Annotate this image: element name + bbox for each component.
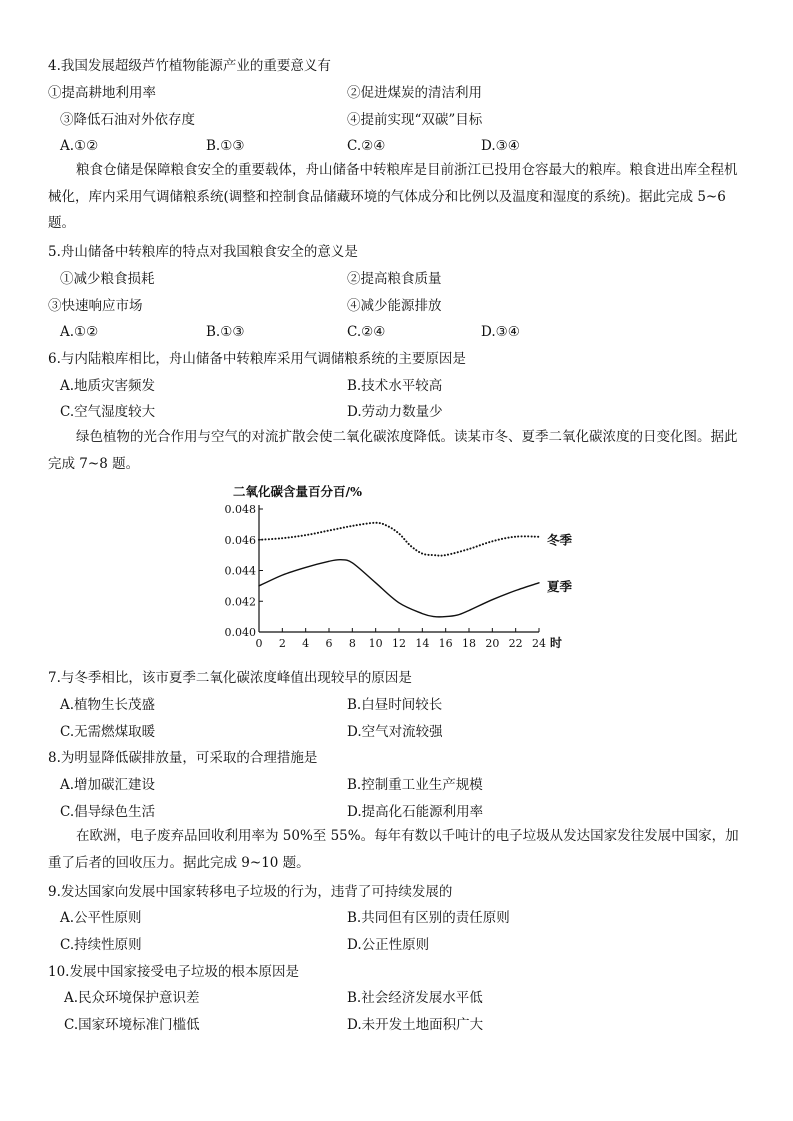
q6-stem: 6.与内陆粮库相比，舟山储备中转粮库采用气调储粮系统的主要原因是	[48, 351, 466, 367]
passage-e-waste: 在欧洲，电子废弃品回收利用率为 50%至 55%。每年有数以千吨计的电子垃圾从发达国家发往发展中国家，加重了后者的回收压力。据此完成 9~10 题。	[48, 828, 739, 871]
y-tick-label: 0.042	[224, 595, 256, 609]
q5-option-d: D.③④	[481, 324, 520, 340]
q7-option-b: B.白昼时间较长	[347, 697, 443, 713]
passage-co2: 绿色植物的光合作用与空气的对流扩散会使二氧化碳浓度降低。读某市冬、夏季二氧化碳浓度的日变化图。据此完成 7~8 题。	[48, 429, 738, 472]
q8-option-c: C.倡导绿色生活	[60, 804, 156, 820]
x-tick-label: 2	[278, 637, 286, 650]
q7-option-d: D.空气对流较强	[347, 724, 443, 740]
x-tick-label: 10	[368, 637, 383, 650]
q6-option-a: A.地质灾害频发	[60, 378, 156, 394]
q5-statement-1: ①减少粮食损耗	[60, 271, 155, 287]
q5-option-b: B.①③	[206, 324, 245, 340]
q6-option-b: B.技术水平较高	[347, 378, 443, 394]
q9-option-d: D.公正性原则	[347, 937, 430, 953]
q4-statement-1: ①提高耕地利用率	[48, 85, 156, 101]
q9-stem: 9.发达国家向发展中国家转移电子垃圾的行为，违背了可持续发展的	[48, 884, 453, 900]
x-tick-label: 12	[392, 637, 406, 650]
q10-option-c: C.国家环境标准门槛低	[64, 1017, 200, 1033]
q6-option-d: D.劳动力数量少	[347, 404, 443, 420]
q10-option-a: A.民众环境保护意识差	[64, 990, 200, 1006]
q10-option-b: B.社会经济发展水平低	[347, 990, 483, 1006]
chart-title: 二氧化碳含量百分百/%	[233, 484, 362, 499]
q4-statement-2: ②促进煤炭的清洁利用	[347, 85, 482, 101]
q5-statement-3: ③快速响应市场	[48, 298, 143, 314]
q9-option-c: C.持续性原则	[60, 937, 142, 953]
x-tick-label: 22	[508, 637, 523, 650]
q7-option-a: A.植物生长茂盛	[60, 697, 156, 713]
q5-stem: 5.舟山储备中转粮库的特点对我国粮食安全的意义是	[48, 244, 358, 260]
q10-stem: 10.发展中国家接受电子垃圾的根本原因是	[48, 964, 299, 980]
x-tick-label: 8	[348, 637, 356, 650]
q5-statement-2: ②提高粮食质量	[347, 271, 442, 287]
q4-statement-4: ④提前实现“双碳”目标	[347, 112, 483, 128]
y-tick-label: 0.044	[224, 564, 256, 578]
passage-granary: 粮食仓储是保障粮食安全的重要载体，舟山储备中转粮库是目前浙江已投用仓容最大的粮库。粮食进出库全程机械化，库内采用气调储粮系统(调整和控制食品储藏环境的气体成分和比例以及温度和湿度的系统)。据此完成 5~6 题。	[48, 162, 738, 231]
q5-option-a: A.①②	[60, 324, 99, 340]
x-axis-label: 时	[550, 636, 563, 650]
x-tick-label: 4	[302, 637, 310, 650]
q8-option-a: A.增加碳汇建设	[60, 777, 156, 793]
q10-option-d: D.未开发土地面积广大	[347, 1017, 484, 1033]
y-tick-label: 0.046	[224, 533, 256, 547]
x-tick-label: 6	[325, 637, 333, 650]
q5-statement-4: ④减少能源排放	[347, 298, 442, 314]
q8-option-d: D.提高化石能源利用率	[347, 804, 484, 820]
q4-option-d: D.③④	[481, 138, 520, 154]
q8-option-b: B.控制重工业生产规模	[347, 777, 483, 793]
x-tick-label: 16	[438, 637, 453, 650]
q4-option-c: C.②④	[347, 138, 386, 154]
q7-stem: 7.与冬季相比，该市夏季二氧化碳浓度峰值出现较早的原因是	[48, 670, 412, 686]
x-tick-label: 14	[415, 637, 430, 650]
q9-option-b: B.共同但有区别的责任原则	[347, 910, 510, 926]
x-tick-label: 0	[255, 637, 263, 650]
q4-stem: 4.我国发展超级芦竹植物能源产业的重要意义有	[48, 58, 331, 74]
x-tick-label: 20	[485, 637, 500, 650]
q9-option-a: A.公平性原则	[60, 910, 142, 926]
q6-option-c: C.空气湿度较大	[60, 404, 156, 420]
q7-option-c: C.无需燃煤取暖	[60, 724, 156, 740]
q4-option-b: B.①③	[206, 138, 245, 154]
y-tick-label: 0.048	[224, 503, 256, 516]
legend-summer-label: 夏季	[547, 578, 573, 594]
x-tick-label: 18	[462, 637, 476, 650]
legend-winter-label: 冬季	[547, 532, 573, 548]
q4-statement-3: ③降低石油对外依存度	[60, 112, 195, 128]
co2-daily-variation-chart	[214, 478, 580, 658]
q4-option-a: A.①②	[60, 138, 99, 154]
q8-stem: 8.为明显降低碳排放量，可采取的合理措施是	[48, 750, 318, 766]
y-tick-label: 0.040	[224, 626, 256, 639]
x-tick-label: 24	[532, 637, 546, 650]
q5-option-c: C.②④	[347, 324, 386, 340]
